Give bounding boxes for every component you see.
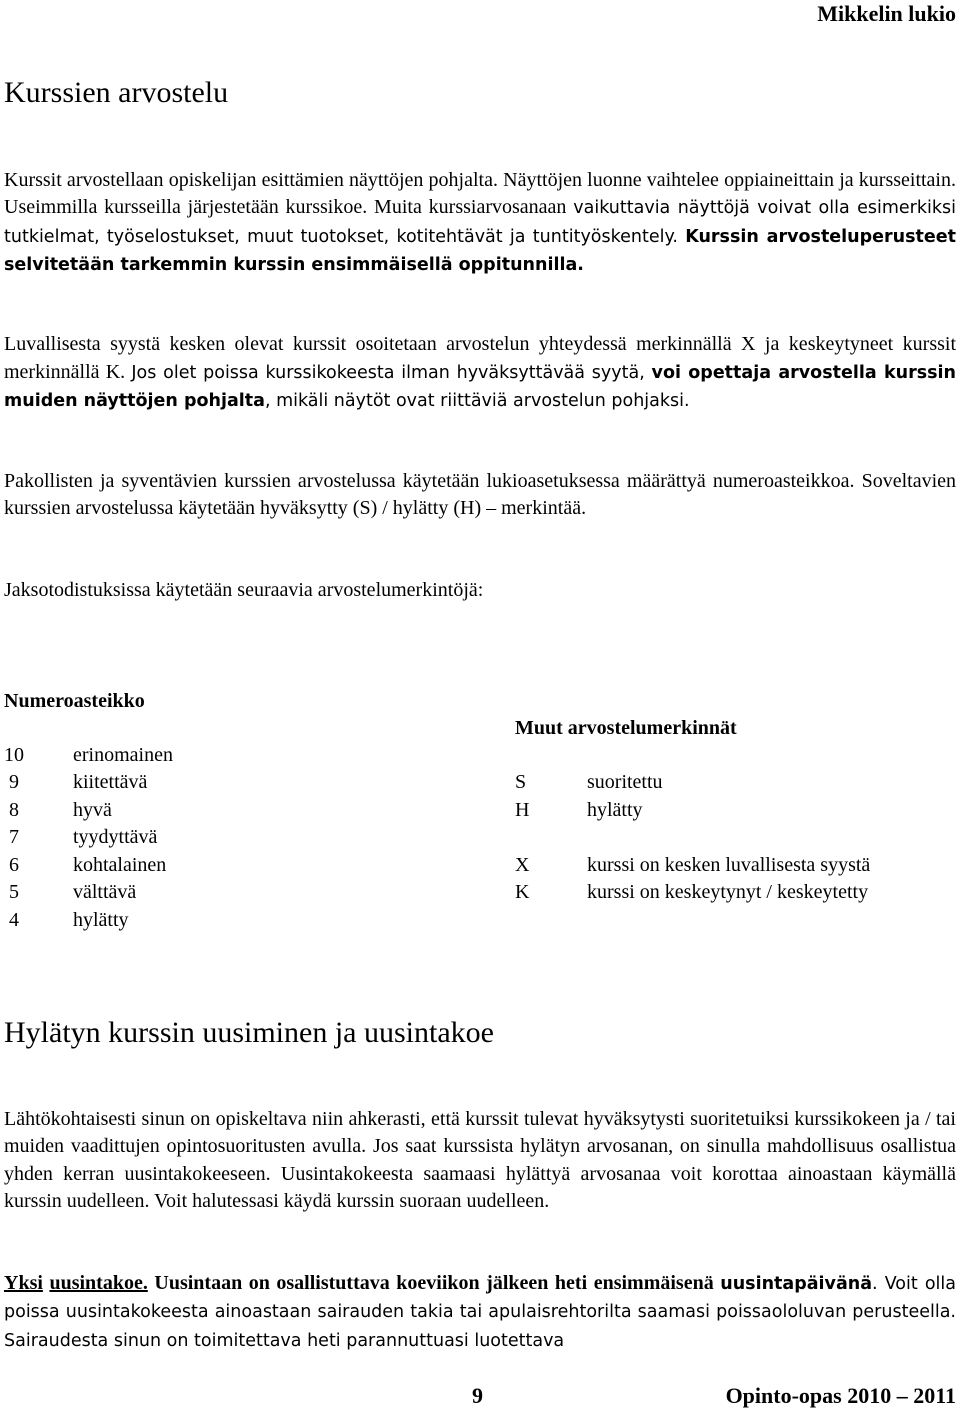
- grade-label: kiitettävä: [73, 771, 148, 793]
- other-marks-heading: Muut arvostelumerkinnät: [515, 717, 737, 739]
- guide-title: Opinto-opas 2010 – 2011: [725, 1383, 956, 1408]
- grade-number: 9: [9, 771, 19, 793]
- paragraph-marks-intro: Jaksotodistuksissa käytetään seuraavia arvostelumerkintöjä:: [4, 579, 484, 601]
- mark-label: kurssi on keskeytynyt / keskeytetty: [587, 881, 869, 903]
- mark-row: [0, 879, 940, 906]
- paragraph-text: Kurssit arvostellaan opiskelijan esittämien näyttöjen pohjalta. Näyttöjen luonne vaihtelee oppiaineittain ja kursseittain. Useimmilla kursseilla järjestetään kurssikoe. Muita kurssiarvosanaan: [4, 169, 956, 219]
- grade-number: 10: [4, 744, 24, 766]
- paragraph-retake-intro: Lähtökohtaisesti sinun on opiskeltava niin ahkerasti, että kurssit tulevat hyväksytysti suoritetuiksi kurssikokeen ja / tai muiden vaadittujen opintosuoritusten avulla. Jos saat kurssista hylätyn arvosanan, on sinulla mahdollisuus osallistua yhden kerran uusintakokeeseen. Uusintakokeesta saamaasi hylättyä arvosanaa voit korottaa ainoastaan käymällä kurssin uudelleen. Voit halutessasi käydä kurssin suoraan uudelleen.: [4, 1108, 956, 1212]
- grade-label: erinomainen: [73, 744, 173, 766]
- grade-row: [0, 907, 420, 934]
- paragraph-text: Luvallisesta syystä kesken olevat kurssit osoitetaan arvostelun yhteydessä merkinnällä X ja keskeytyneet kurssit merkinnällä K.: [4, 333, 956, 384]
- grade-row: [0, 742, 420, 769]
- paragraph-bold-text: Kurssin arvosteluperusteet selvitetään tarkemmin kurssin ensimmäisellä oppitunnilla.: [4, 226, 957, 275]
- grade-number: 5: [9, 881, 19, 903]
- paragraph-bold-text: uusintapäivänä: [720, 1274, 873, 1294]
- school-name: Mikkelin lukio: [817, 1, 956, 26]
- underlined-text: Yksi: [4, 1272, 43, 1294]
- section-title-course-grading: Kurssien arvostelu: [4, 76, 229, 109]
- paragraph-grading-intro: [4, 167, 956, 279]
- mark-row: [0, 769, 940, 796]
- mark-row: [0, 852, 940, 879]
- paragraph-retake-rules: [4, 1270, 956, 1355]
- grade-label: hylätty: [73, 909, 129, 931]
- paragraph-text: vaikuttavia näyttöjä voivat olla esimerkiksi tutkielmat, työselostukset, muut tuotokset, kotitehtävät ja tuntityöskentely.: [4, 198, 956, 247]
- grade-label: kohtalainen: [73, 854, 167, 876]
- grade-number: 4: [9, 909, 19, 931]
- paragraph-text: , mikäli näytöt ovat riittäviä arvostelun pohjaksi.: [264, 390, 690, 411]
- mark-label: hylätty: [587, 799, 643, 821]
- grade-row: [0, 824, 420, 851]
- grade-label: tyydyttävä: [73, 826, 158, 848]
- paragraph-text: Jos olet poissa kurssikokeesta ilman hyväksyttävää syytä,: [131, 363, 652, 384]
- grade-number: 6: [9, 854, 19, 876]
- mark-code: K: [515, 881, 530, 903]
- mark-label: kurssi on kesken luvallisesta syystä: [587, 854, 871, 876]
- mark-code: X: [515, 854, 530, 876]
- mark-code: S: [515, 771, 527, 793]
- page-number: 9: [472, 1383, 483, 1408]
- mark-code: H: [515, 799, 530, 821]
- paragraph-text: . Voit olla poissa uusintakokeesta ainoastaan sairauden takia tai apulaisrehtorilta saamasi poissaololuvan perusteella. Sairaudesta sinun on toimitettava heti parannuttuasi luotettava: [4, 1274, 956, 1351]
- grade-number: 7: [9, 826, 19, 848]
- mark-label: suoritettu: [587, 771, 663, 793]
- paragraph-incomplete-courses: [4, 331, 956, 415]
- grade-scale-heading: Numeroasteikko: [4, 690, 145, 712]
- underlined-text: uusintakoe.: [49, 1272, 148, 1294]
- paragraph-scale-usage: Pakollisten ja syventävien kurssien arvostelussa käytetään lukioasetuksessa määrättyä numeroasteikkoa. Soveltavien kurssien arvostelussa käytetään hyväksytty (S) / hylätty (H) – merkintää.: [4, 470, 956, 520]
- section-title-course-retake: Hylätyn kurssin uusiminen ja uusintakoe: [4, 1016, 494, 1049]
- grade-label: hyvä: [73, 799, 112, 821]
- paragraph-bold-text: voi opettaja arvostella kurssin muiden näyttöjen pohjalta: [4, 363, 956, 411]
- grade-number: 8: [9, 799, 19, 821]
- paragraph-bold-text: Uusintaan on osallistuttava koeviikon jälkeen heti ensimmäisenä: [154, 1272, 721, 1294]
- grade-label: välttävä: [73, 881, 137, 903]
- mark-row: [0, 797, 940, 824]
